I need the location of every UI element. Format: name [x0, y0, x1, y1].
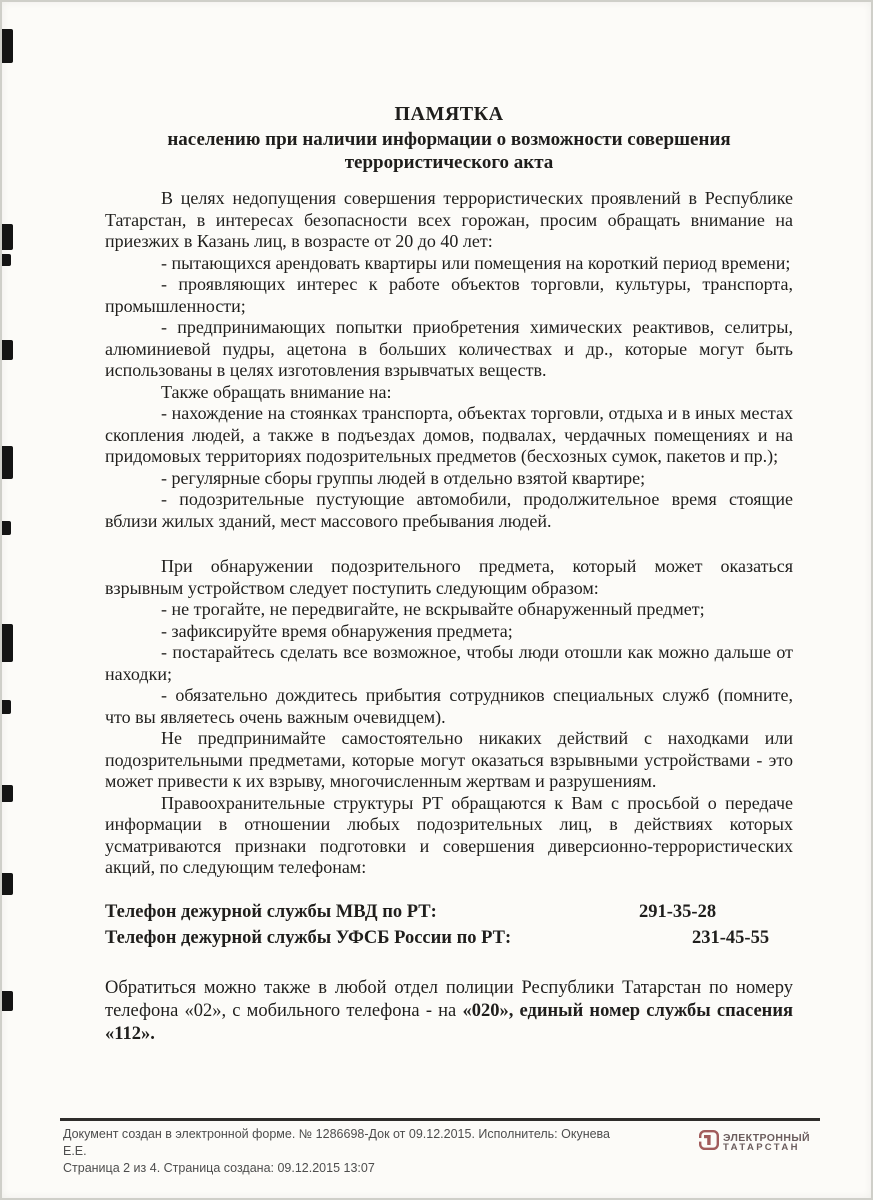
paragraph: Не предпринимайте самостоятельно никаких действий с находками или подозрительными предметами, которые могут оказаться взрывными устройствами - это может привести к их взрыву, многочисленным жертвам и разрушениям.: [105, 728, 793, 791]
paragraph: - предпринимающих попытки приобретения химических реактивов, селитры, алюминиевой пудры, ацетона в больших количествах и др., которые могут быть использованы в целях изготовления взрывчатых веществ.: [105, 317, 793, 380]
document-subtitle: [105, 128, 793, 174]
logo-line-1: ЭЛЕКТРОННЫЙ: [723, 1131, 810, 1144]
paragraph: Также обращать внимание на:: [161, 381, 392, 402]
paragraph: При обнаружении подозрительного предмета, который может оказаться взрывным устройством следует поступить следующим образом:: [105, 556, 793, 598]
paragraph: В целях недопущения совершения террористических проявлений в Республике Татарстан, в интересах безопасности всех горожан, просим обращать внимание на приезжих в Казань лиц, в возрасте от 20 до 40 лет:: [105, 188, 793, 251]
scan-artifact: [2, 873, 13, 895]
logo-text: [723, 1133, 810, 1153]
paragraph: - постарайтесь сделать все возможное, чтобы люди отошли как можно дальше от находки;: [105, 642, 793, 684]
phone-number: 291-35-28: [639, 901, 717, 922]
paragraph: - не трогайте, не передвигайте, не вскрывайте обнаруженный предмет;: [161, 599, 705, 619]
paragraph: - пытающихся арендовать квартиры или помещения на короткий период времени;: [161, 252, 791, 273]
closing-text: Обратиться можно также в любой отдел полиции Республики Татарстан по номеру телефона «02», с мобильного телефона - на: [105, 977, 793, 1021]
electronic-tatarstan-icon: [699, 1130, 719, 1155]
subtitle-line-2: террористического акта: [344, 152, 554, 173]
logo-line-2: ТАТАРСТАН: [723, 1141, 800, 1153]
scan-artifact: [2, 521, 11, 535]
paragraph: - регулярные сборы группы людей в отдельно взятой квартире;: [161, 467, 646, 488]
subtitle-line-1: населению при наличии информации о возможности совершения: [167, 129, 731, 150]
scan-artifact: [2, 340, 13, 360]
body-paragraphs: [105, 188, 793, 879]
scan-artifact: [2, 700, 11, 714]
emergency-phones: [105, 899, 793, 951]
document-body: [105, 102, 793, 1046]
document-title: ПАМЯТКА: [394, 103, 504, 125]
phone-number: 231-45-55: [692, 927, 770, 948]
paragraph: - нахождение на стоянках транспорта, объектах торговли, отдыха и в иных местах скопления людей, а также в подъездах домов, подвалах, чердачных помещениях и на придомовых территориях подозрительных предметов (бесхозных сумок, пакетов и пр.);: [105, 403, 793, 466]
closing-paragraph: [105, 977, 793, 1046]
electronic-tatarstan-logo: [699, 1130, 810, 1155]
paragraph: - обязательно дождитесь прибытия сотрудников специальных служб (помните, что вы являетесь очень важным очевидцем).: [105, 685, 793, 727]
phone-row-ufsb: [105, 925, 793, 951]
closing-text-bold: «020», единый номер службы спасения «112».: [105, 1000, 794, 1044]
scan-artifact: [2, 446, 13, 479]
scan-artifact: [2, 785, 13, 802]
scan-artifact: [2, 624, 13, 662]
phone-row-mvd: [105, 899, 793, 925]
footer-metadata: [63, 1126, 623, 1177]
scan-artifact: [2, 254, 11, 266]
scan-artifact: [2, 29, 13, 63]
paragraph: - проявляющих интерес к работе объектов торговли, культуры, транспорта, промышленности;: [105, 274, 793, 316]
footer-divider: [60, 1118, 820, 1121]
footer-line-2: Страница 2 из 4. Страница создана: 09.12.2015 13:07: [63, 1161, 375, 1175]
paragraph: Правоохранительные структуры РТ обращаются к Вам с просьбой о передаче информации в отношении любых подозрительных лиц, в действиях которых усматриваются признаки подготовки и совершения диверсионно-террористических акций, по следующим телефонам:: [105, 792, 793, 877]
scan-artifact: [2, 224, 13, 250]
phone-label: Телефон дежурной службы УФСБ России по РТ:: [105, 927, 512, 948]
scan-artifact: [2, 991, 13, 1011]
footer-line-1: Документ создан в электронной форме. № 1286698-Док от 09.12.2015. Исполнитель: Окунева Е.Е.: [63, 1127, 611, 1158]
paragraph: - зафиксируйте время обнаружения предмета;: [161, 620, 513, 641]
paragraph: - подозрительные пустующие автомобили, продолжительное время стоящие вблизи жилых зданий, мест массового пребывания людей.: [105, 489, 793, 531]
phone-label: Телефон дежурной службы МВД по РТ:: [105, 901, 437, 922]
